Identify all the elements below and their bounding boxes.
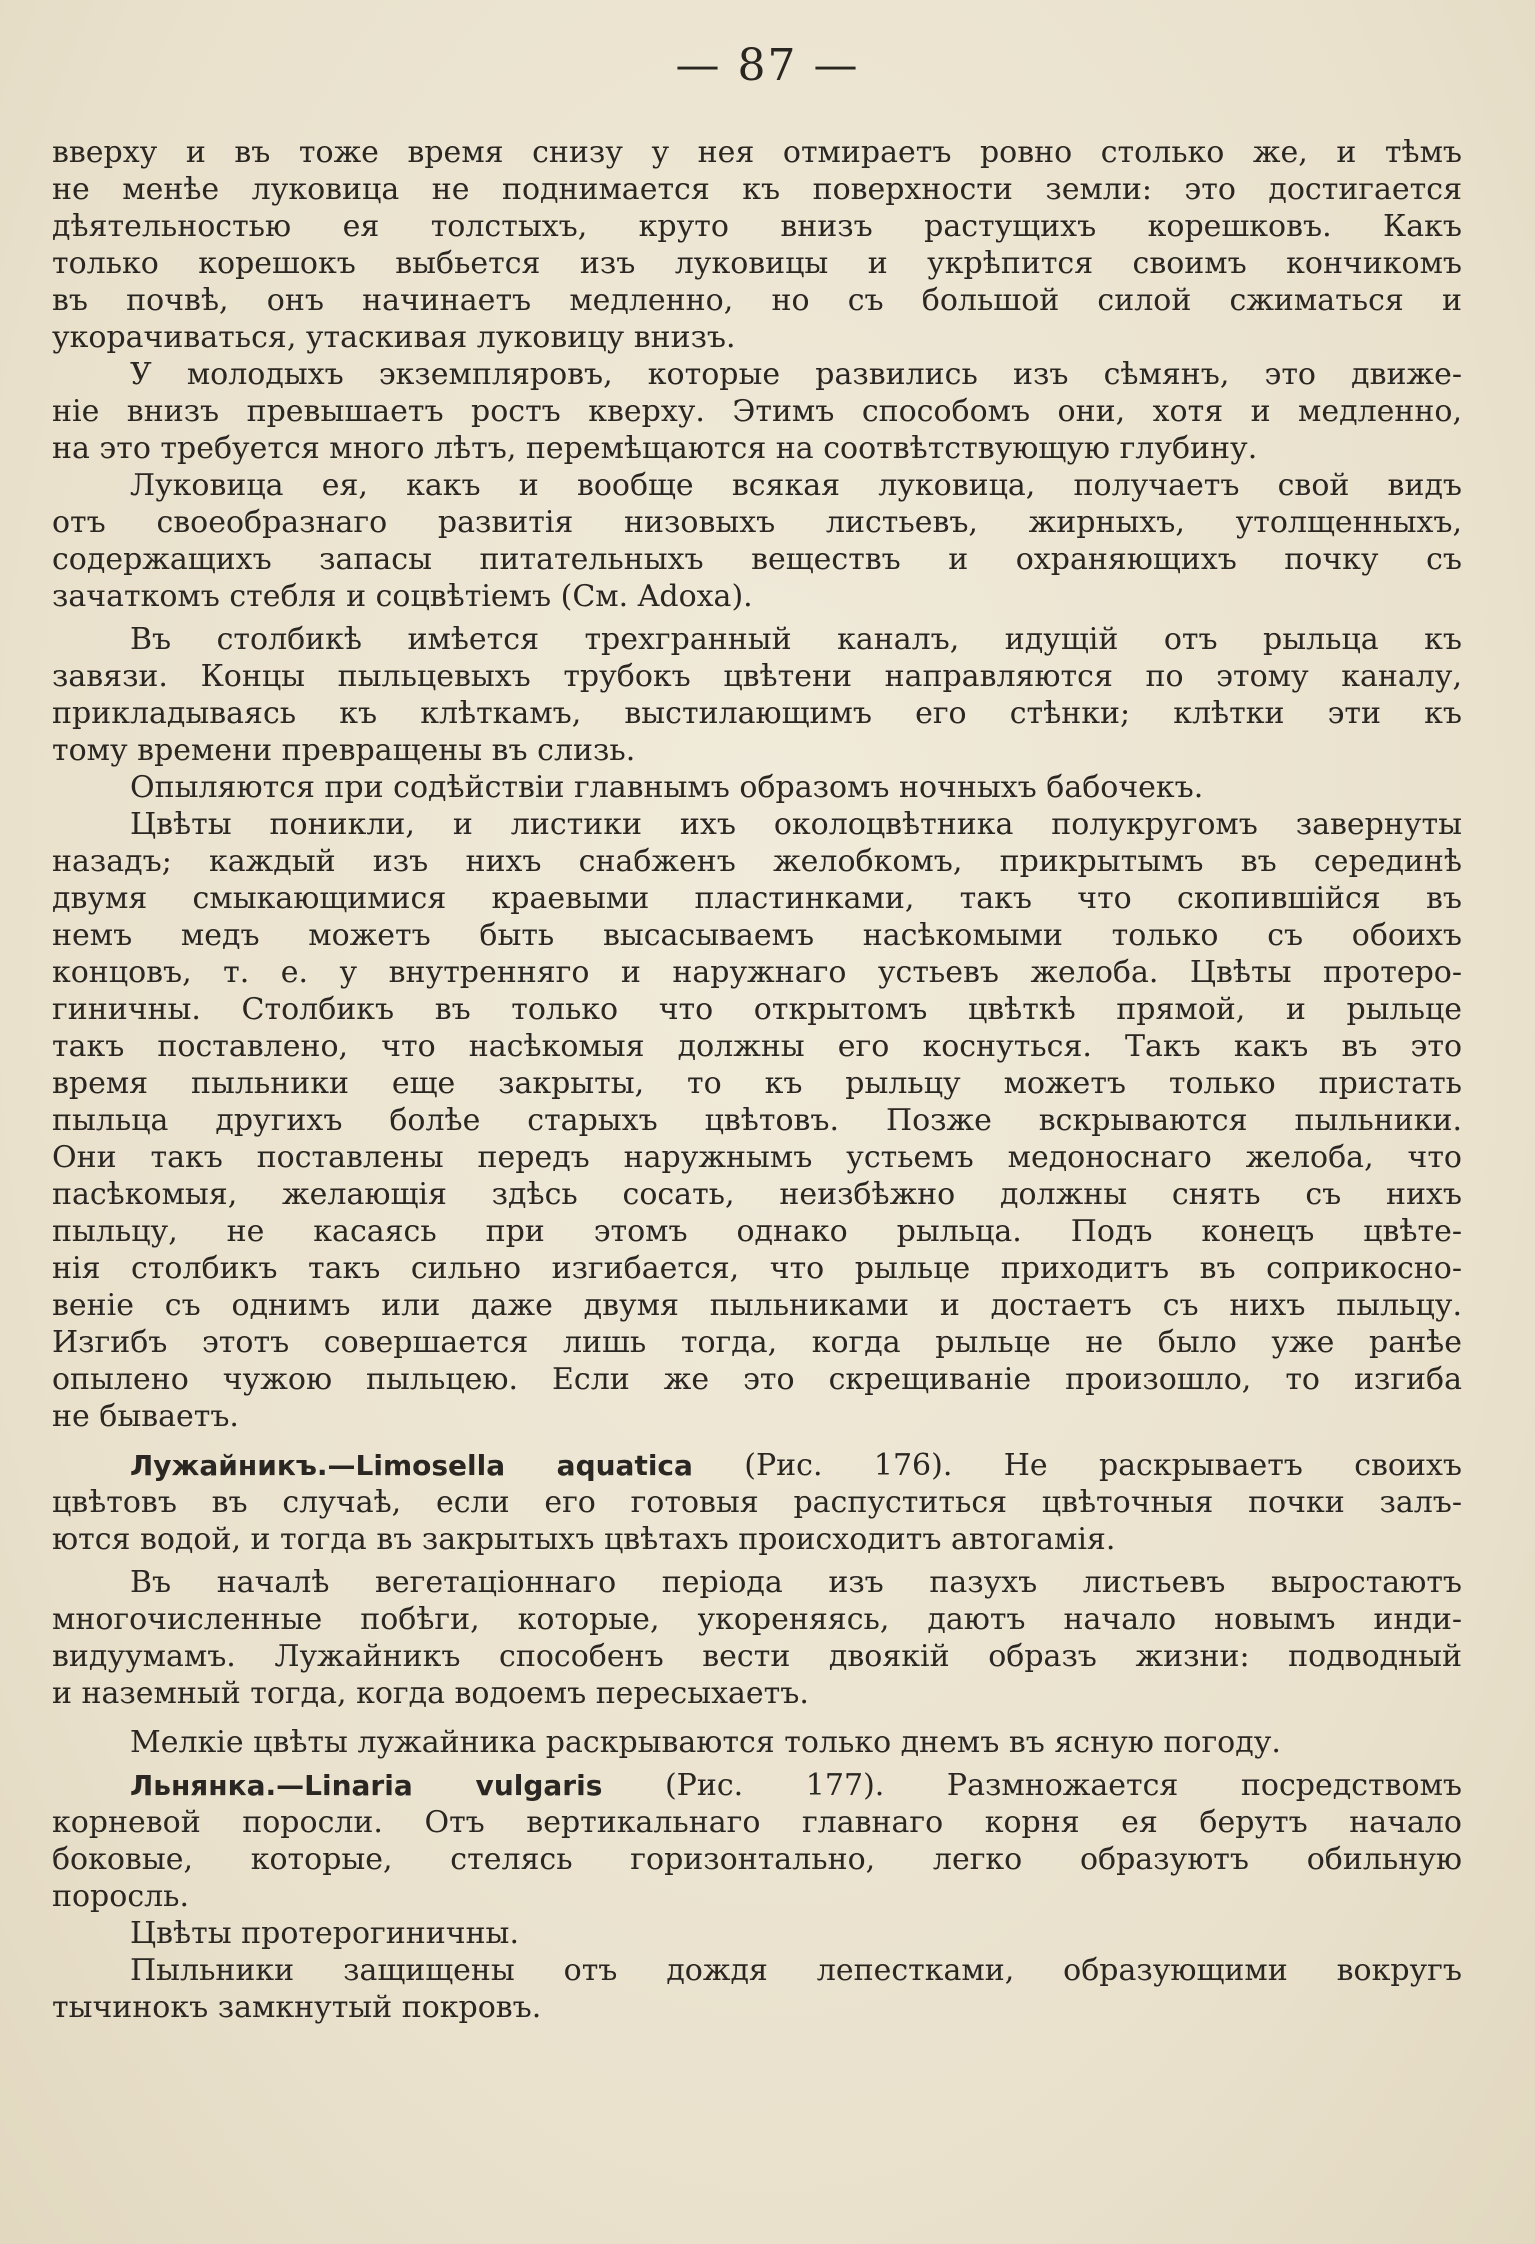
text-line: корневой поросли. Отъ вертикальнаго главнаго корня ея берутъ начало (52, 1805, 1462, 1840)
paragraph-12 (52, 1952, 1462, 2026)
text-line: содержащихъ запасы питательныхъ веществъ и охраняющихъ почку съ (52, 542, 1462, 577)
paragraph-3 (52, 467, 1462, 615)
text-line: вверху и въ тоже время снизу у нея отмираетъ ровно столько же, и тѣмъ (52, 135, 1462, 170)
paragraph-1 (52, 134, 1462, 356)
page-number: — 87 — (675, 40, 860, 91)
text-line: Пыльники защищены отъ дождя лепестками, образующими вокругъ (130, 1953, 1462, 1988)
text-line: и наземный тогда, когда водоемъ пересыхаетъ. (52, 1676, 809, 1711)
paragraph-9 (52, 1724, 1462, 1761)
text-line: многочисленные побѣги, которые, укореняясь, даютъ начало новымъ инди- (52, 1602, 1462, 1637)
text-line: назадъ; каждый изъ нихъ снабженъ желобкомъ, прикрытымъ въ серединѣ (52, 844, 1462, 879)
body-text (52, 134, 1462, 2026)
text-line: цвѣтовъ въ случаѣ, если его готовыя распуститься цвѣточныя почки залъ- (52, 1485, 1462, 1520)
text-line: Опыляются при содѣйствіи главнымъ образомъ ночныхъ бабочекъ. (130, 770, 1204, 805)
text-line: немъ медъ можетъ быть высасываемъ насѣкомыми только съ обоихъ (52, 918, 1462, 953)
text-line: боковые, которые, стелясь горизонтально, легко образуютъ обильную (52, 1842, 1462, 1877)
paragraph-8 (52, 1564, 1462, 1712)
text-line: ются водой, и тогда въ закрытыхъ цвѣтахъ происходитъ автогамія. (52, 1522, 1116, 1557)
text-line: пыльцу, не касаясь при этомъ однако рыльца. Подъ конецъ цвѣте- (52, 1214, 1462, 1249)
text-line: зачаткомъ стебля и соцвѣтіемъ (См. Adoxa). (52, 579, 753, 614)
text-line: концовъ, т. е. у внутренняго и наружнаго устьевъ желоба. Цвѣты протеро- (52, 955, 1462, 990)
text-line: пыльца другихъ болѣе старыхъ цвѣтовъ. Позже вскрываются пыльники. (52, 1103, 1462, 1138)
text-line: прикладываясь къ клѣткамъ, выстилающимъ его стѣнки; клѣтки эти къ (52, 696, 1462, 731)
text-line: видуумамъ. Лужайникъ способенъ вести двоякій образъ жизни: подводный (52, 1639, 1462, 1674)
text-line: не бываетъ. (52, 1399, 239, 1434)
text-line: не менѣе луковица не поднимается къ поверхности земли: это достигается (52, 172, 1462, 207)
text-line: тому времени превращены въ слизь. (52, 733, 636, 768)
text-line: дѣятельностью ея толстыхъ, круто внизъ растущихъ корешковъ. Какъ (52, 209, 1462, 244)
text-line: Мелкіе цвѣты лужайника раскрываются только днемъ въ ясную погоду. (130, 1725, 1281, 1760)
text-line (52, 1767, 1462, 1804)
text-line: на это требуется много лѣтъ, перемѣщаются на соотвѣтствующую глубину. (52, 431, 1258, 466)
text-line: Въ началѣ вегетаціоннаго періода изъ пазухъ листьевъ выростаютъ (130, 1565, 1462, 1600)
text-line: Въ столбикѣ имѣется трехгранный каналъ, идущій отъ рыльца къ (130, 622, 1462, 657)
paragraph-limosella (52, 1447, 1462, 1558)
text-line: нія столбикъ такъ сильно изгибается, что рыльце приходитъ въ соприкосно- (52, 1251, 1462, 1286)
text-line: веніе съ однимъ или даже двумя пыльниками и достаетъ съ нихъ пыльцу. (52, 1288, 1462, 1323)
text-line: поросль. (52, 1879, 190, 1914)
paragraph-linaria (52, 1767, 1462, 1915)
text-line: Они такъ поставлены передъ наружнымъ устьемъ медоноснаго желоба, что (52, 1140, 1462, 1175)
text-run: (Рис. 177). Размножается посредствомъ (602, 1768, 1462, 1803)
text-line: двумя смыкающимися краевыми пластинками, такъ что скопившійся въ (52, 881, 1462, 916)
text-line: укорачиваться, утаскивая луковицу внизъ. (52, 320, 736, 355)
paragraph-5 (52, 769, 1462, 806)
species-heading-limosella: Лужайникъ.—Limosella aquatica (130, 1449, 693, 1482)
text-line: такъ поставлено, что насѣкомыя должны его коснуться. Такъ какъ въ это (52, 1029, 1462, 1064)
text-line: Луковица ея, какъ и вообще всякая луковица, получаетъ свой видъ (130, 468, 1462, 503)
paragraph-6 (52, 806, 1462, 1435)
text-line: Цвѣты поникли, и листики ихъ околоцвѣтника полукругомъ завернуты (130, 807, 1462, 842)
text-run: (Рис. 176). Не раскрываетъ своихъ (692, 1448, 1462, 1483)
text-line: время пыльники еще закрыты, то къ рыльцу можетъ только пристать (52, 1066, 1462, 1101)
text-line: только корешокъ выбьется изъ луковицы и укрѣпится своимъ кончикомъ (52, 246, 1462, 281)
text-line: отъ своеобразнаго развитія низовыхъ листьевъ, жирныхъ, утолщенныхъ, (52, 505, 1462, 540)
species-heading-linaria: Льнянка.—Linaria vulgaris (130, 1769, 603, 1802)
text-line: гиничны. Столбикъ въ только что открытомъ цвѣткѣ прямой, и рыльце (52, 992, 1462, 1027)
text-line: ніе внизъ превышаетъ ростъ кверху. Этимъ способомъ они, хотя и медленно, (52, 394, 1462, 429)
paragraph-2 (52, 356, 1462, 467)
text-line: тычинокъ замкнутый покровъ. (52, 1990, 542, 2025)
text-line: опылено чужою пыльцею. Если же это скрещиваніе произошло, то изгиба (52, 1362, 1462, 1397)
text-line: завязи. Концы пыльцевыхъ трубокъ цвѣтени направляются по этому каналу, (52, 659, 1462, 694)
text-line: Цвѣты протерогиничны. (130, 1916, 519, 1951)
text-line (52, 1447, 1462, 1484)
text-line: У молодыхъ экземпляровъ, которые развились изъ сѣмянъ, это движе- (130, 357, 1462, 392)
text-line: пасѣкомыя, желающія здѣсь сосать, неизбѣжно должны снять съ нихъ (52, 1177, 1462, 1212)
paragraph-11 (52, 1915, 1462, 1952)
paragraph-4 (52, 621, 1462, 769)
text-line: въ почвѣ, онъ начинаетъ медленно, но съ большой силой сжиматься и (52, 283, 1462, 318)
text-line: Изгибъ этотъ совершается лишь тогда, когда рыльце не было уже ранѣе (52, 1325, 1462, 1360)
